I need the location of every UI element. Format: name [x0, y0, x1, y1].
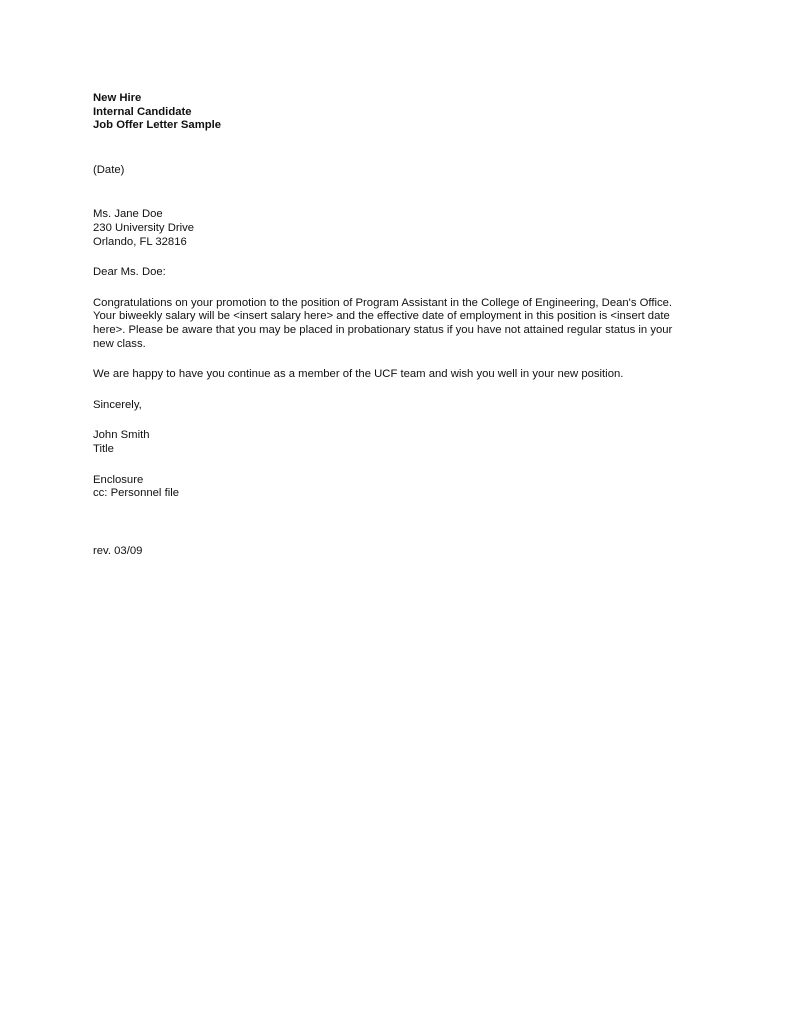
cc-text: cc: Personnel file	[93, 487, 180, 500]
closing	[93, 399, 703, 413]
letter-content	[93, 92, 703, 558]
enclosure-text: Enclosure	[93, 473, 144, 486]
salutation-text: Dear Ms. Doe:	[93, 266, 166, 279]
body-paragraph-welcome	[93, 368, 703, 382]
recipient-name: Ms. Jane Doe	[93, 208, 163, 221]
enclosure-block	[93, 474, 703, 501]
paragraph-line: new class.	[93, 337, 146, 350]
salutation	[93, 266, 703, 280]
paragraph-line: here>. Please be aware that you may be placed in probationary status if you have not attained regular status in your	[93, 323, 673, 336]
recipient-street: 230 University Drive	[93, 221, 195, 234]
paragraph-line: Your biweekly salary will be <insert salary here> and the effective date of employment in this position is <insert date	[93, 310, 670, 323]
date-placeholder: (Date)	[93, 163, 125, 176]
signature-block	[93, 429, 703, 456]
heading-line-letter-type: Job Offer Letter Sample	[93, 119, 222, 132]
heading-line-new-hire: New Hire	[93, 92, 142, 104]
revision-text: rev. 03/09	[93, 544, 143, 557]
revision-note	[93, 545, 703, 559]
closing-text: Sincerely,	[93, 398, 142, 411]
recipient-address	[93, 208, 703, 249]
heading-line-internal-candidate: Internal Candidate	[93, 105, 192, 118]
signer-name: John Smith	[93, 429, 150, 442]
body-paragraph-promotion	[93, 297, 703, 351]
letter-heading	[93, 92, 703, 133]
paragraph-line: Congratulations on your promotion to the position of Program Assistant in the College of Engineering, Dean's Office.	[93, 296, 673, 309]
paragraph-line: We are happy to have you continue as a member of the UCF team and wish you well in your new position.	[93, 368, 624, 381]
recipient-city-state-zip: Orlando, FL 32816	[93, 235, 187, 248]
letter-date	[93, 164, 703, 178]
signer-title: Title	[93, 442, 114, 455]
